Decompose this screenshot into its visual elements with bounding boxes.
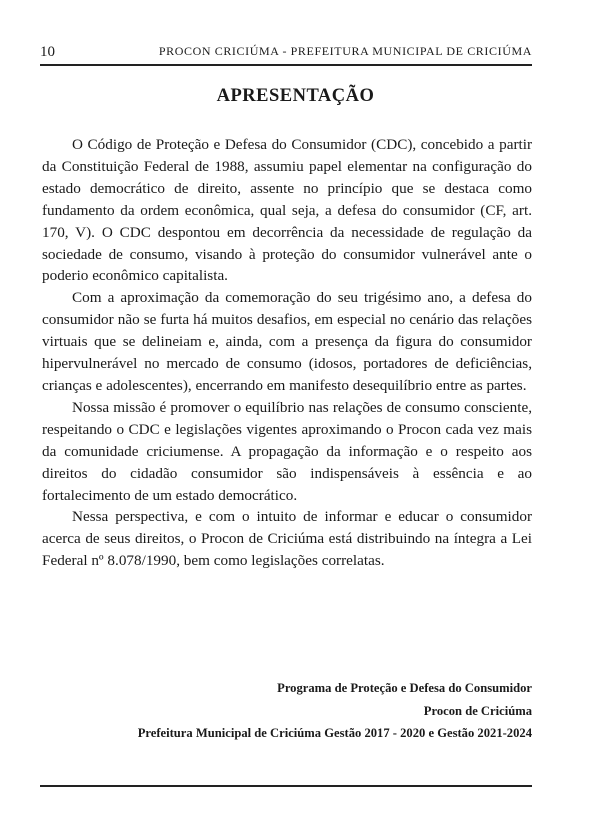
header-rule bbox=[40, 64, 532, 66]
footer-rule bbox=[40, 785, 532, 787]
signature-procon: Procon de Criciúma bbox=[423, 703, 532, 718]
paragraph-4: Nessa perspectiva, e com o intuito de informar e educar o consumidor acerca de seus direitos, o Procon de Criciúma está distribuindo na íntegra a Lei Federal nº 8.078/1990, bem como legislações correlatas. bbox=[42, 508, 532, 570]
page-header bbox=[40, 42, 532, 62]
running-title: PROCON CRICIÚMA - PREFEITURA MUNICIPAL DE CRICIÚMA bbox=[158, 44, 532, 58]
paragraph-1: O Código de Proteção e Defesa do Consumidor (CDC), concebido a partir da Constituição Federal de 1988, assumiu papel elementar na configuração do estado democrático de direito, assente no princípio que se destaca como fundamento da ordem econômica, qual seja, a defesa do consumidor (CF, art. 170, V). O CDC despontou em decorrência da necessidade de regulação da sociedade de consumo, visando à proteção do consumidor vulnerável ante o poderio econômico capitalista. bbox=[42, 136, 532, 285]
paragraph-3: Nossa missão é promover o equilíbrio nas relações de consumo consciente, respeitando o CDC e legislações vigentes aproximando o Procon cada vez mais da comunidade criciumense. A propagação da informação e o respeito aos direitos do cidadão consumidor são indispensáveis à essência e ao fortalecimento de um estado democrático. bbox=[42, 398, 532, 504]
signature-prefeitura: Prefeitura Municipal de Criciúma Gestão 2017 - 2020 e Gestão 2021-2024 bbox=[137, 726, 532, 740]
signature-block bbox=[138, 677, 532, 745]
signature-program: Programa de Proteção e Defesa do Consumidor bbox=[277, 681, 532, 695]
paragraph-2: Com a aproximação da comemoração do seu trigésimo ano, a defesa do consumidor não se furta há muitos desafios, em especial no cenário das relações virtuais que se delineiam e, ainda, com a presença da figura do consumidor hipervulnerável no mercado de consumo (idosos, portadores de deficiências, crianças e adolescentes), encerrando em manifesto desequilíbrio entre as partes. bbox=[42, 289, 532, 394]
page-title: APRESENTAÇÃO bbox=[216, 86, 375, 106]
page-number: 10 bbox=[40, 44, 55, 60]
body-text bbox=[42, 134, 532, 572]
